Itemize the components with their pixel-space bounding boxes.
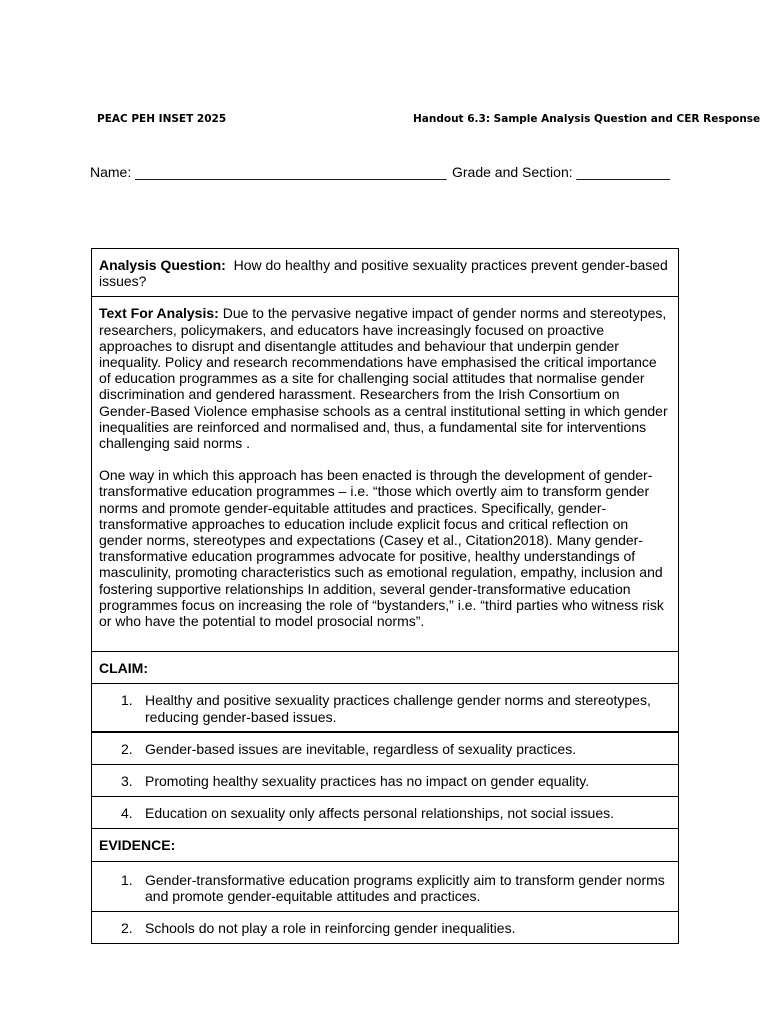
- text-for-analysis-label: Text For Analysis:: [99, 305, 219, 322]
- claim-option-1[interactable]: [92, 684, 678, 731]
- claim-option-2[interactable]: [92, 732, 678, 765]
- claim-option-2-text: Gender-based issues are inevitable, regardless of sexuality practices.: [145, 740, 577, 757]
- claim-label: CLAIM:: [99, 660, 148, 677]
- claim-header-row: [92, 652, 678, 684]
- evidence-option-2[interactable]: [92, 912, 678, 943]
- claim-option-4-text: Education on sexuality only affects personal relationships, not social issues.: [145, 805, 615, 822]
- evidence-header-row: [92, 829, 678, 861]
- evidence-label: EVIDENCE:: [99, 837, 176, 854]
- header-left-title: PEAC PEH INSET 2025: [97, 113, 227, 125]
- claim-option-4[interactable]: [92, 797, 678, 829]
- analysis-question-text: How do healthy and positive sexuality practices prevent gender-based issues?: [99, 257, 668, 290]
- claim-option-3[interactable]: [92, 765, 678, 797]
- evidence-option-2-number: 2.: [121, 920, 133, 937]
- claim-option-2-number: 2.: [121, 740, 133, 757]
- text-for-analysis-p1: Due to the pervasive negative impact of gender norms and stereotypes, researchers, policymakers, and educators have increasingly focused on proactive approaches to disrupt and disentangle attitudes and behaviour that underpin gender inequality. Policy and research recommendations have emphasised the critical importance of education programmes as a site for challenging social attitudes that normalise gender discrimination and gendered harassment. Researchers from the Irish Consortium on Gender-Based Violence emphasise schools as a central institutional setting in which gender inequalities are reinforced and normalised and, thus, a fundamental site for interventions challenging said norms .: [99, 305, 668, 452]
- claim-option-4-number: 4.: [121, 805, 133, 822]
- claim-option-1-text: Healthy and positive sexuality practices challenge gender norms and stereotypes, reducing gender-based issues.: [145, 692, 651, 725]
- evidence-option-1[interactable]: [92, 862, 678, 912]
- claim-option-3-number: 3.: [121, 773, 133, 790]
- header-right-title: Handout 6.3: Sample Analysis Question and CER Response: [413, 113, 761, 125]
- analysis-question-row: [92, 249, 678, 297]
- claim-option-1-number: 1.: [121, 692, 133, 709]
- text-for-analysis-row: [92, 297, 678, 652]
- evidence-option-1-text: Gender-transformative education programs explicitly aim to transform gender norms and promote gender-equitable attitudes and practices.: [145, 871, 665, 904]
- text-for-analysis-paragraph-1: [99, 305, 672, 451]
- text-for-analysis-paragraph-2: One way in which this approach has been enacted is through the development of gender-transformative education programmes – i.e. “those which overtly aim to transform gender norms and promote gender-equitable attitudes and practices. Specifically, gender-transformative approaches to education include explicit focus and critical reflection on gender norms, stereotypes and expectations (Casey et al., Citation2018). Many gender-transformative education programmes advocate for positive, healthy understandings of masculinity, promoting characteristics such as emotional regulation, empathy, inclusion and fostering supportive relationships In addition, several gender-transformative education programmes focus on increasing the role of “bystanders,” i.e. “third parties who witness risk or who have the potential to model prosocial norms”.: [99, 467, 664, 630]
- grade-section-field[interactable]: Grade and Section: ____________: [452, 164, 670, 180]
- evidence-option-2-text: Schools do not play a role in reinforcing gender inequalities.: [145, 920, 516, 937]
- analysis-question-label: Analysis Question:: [99, 257, 226, 273]
- name-field[interactable]: Name: ________________________________________: [90, 164, 447, 180]
- cer-table: [91, 248, 679, 944]
- evidence-option-1-number: 1.: [121, 871, 133, 888]
- claim-option-3-text: Promoting healthy sexuality practices has no impact on gender equality.: [145, 773, 590, 790]
